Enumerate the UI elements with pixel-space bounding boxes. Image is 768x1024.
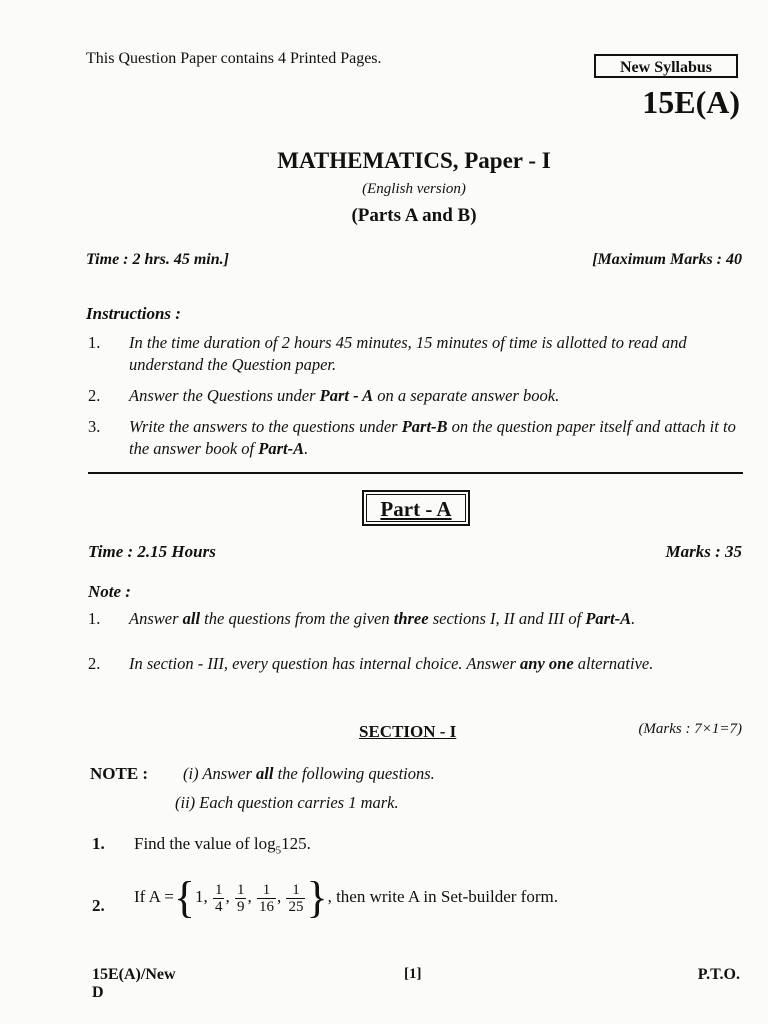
question-text	[134, 834, 311, 856]
part-a-marks: Marks : 35	[665, 542, 742, 561]
set-first: 1,	[194, 886, 208, 906]
question-1	[92, 834, 732, 858]
open-brace: {	[173, 873, 195, 922]
denominator: 16	[258, 898, 274, 915]
instruction-bold: Part-A	[258, 439, 305, 458]
instruction-text: In the time duration of 2 hours 45 minutes, 15 minutes of time is allotted to read and understand the Question paper.	[129, 333, 687, 374]
footer-page-number: [1]	[404, 966, 422, 982]
footer-code	[92, 966, 176, 1002]
fraction	[235, 882, 247, 915]
numerator: 1	[214, 881, 223, 898]
note-bold: all	[182, 609, 201, 628]
paper-code: 15E(A)	[642, 84, 740, 120]
section-note-part: the following questions.	[273, 764, 435, 783]
note-text-part: sections I, II and III of	[428, 609, 586, 628]
note-heading: Note :	[88, 582, 131, 601]
note-text	[129, 608, 745, 630]
footer-series: D	[92, 984, 104, 1001]
instruction-text-part: .	[304, 439, 309, 458]
denominator: 25	[288, 898, 304, 915]
section-note-label: NOTE :	[90, 764, 149, 783]
instruction-number: 3.	[88, 417, 101, 436]
note-item	[88, 653, 748, 699]
fraction	[257, 882, 276, 915]
question-number: 1.	[92, 834, 105, 853]
part-a-label-box	[362, 490, 470, 526]
section-marks: (Marks : 7×1=7)	[638, 721, 742, 737]
paper-version: (English version)	[362, 181, 466, 197]
part-a-label: Part - A	[366, 494, 466, 522]
note-text-part: Answer	[129, 609, 183, 628]
instruction-item	[88, 332, 748, 378]
paper-title: MATHEMATICS, Paper - I	[277, 148, 551, 173]
footer-paper-code: 15E(A)/New	[92, 966, 176, 983]
fraction	[213, 882, 225, 915]
denominator: 4	[214, 898, 223, 915]
note-bold: Part-A	[585, 609, 632, 628]
section-note-i	[183, 764, 435, 784]
set-prefix: If A =	[134, 886, 174, 906]
note-text-part: .	[631, 609, 636, 628]
numerator: 1	[257, 882, 276, 899]
note-text-part: In section - III, every question has internal choice. Answer	[129, 654, 521, 673]
paper-parts: (Parts A and B)	[351, 205, 477, 226]
divider	[88, 472, 743, 474]
note-bold: any one	[520, 654, 574, 673]
numerator: 1	[286, 882, 305, 899]
instruction-item	[88, 385, 748, 409]
note-number: 2.	[88, 654, 101, 673]
note-text	[129, 653, 745, 675]
instruction-number: 2.	[88, 386, 101, 405]
close-brace: }	[306, 873, 328, 922]
instruction-text	[129, 416, 745, 460]
numerator: 1	[236, 881, 245, 898]
note-number: 1.	[88, 609, 101, 628]
instruction-bold: Part - A	[319, 386, 374, 405]
question-number: 2.	[92, 896, 105, 915]
log-base: 5	[275, 844, 282, 857]
part-a-time: Time : 2.15 Hours	[88, 542, 216, 561]
syllabus-badge: New Syllabus	[594, 54, 738, 78]
instruction-text-part: on the question paper itself and attach it to the answer book of	[129, 417, 736, 458]
pages-note: This Question Paper contains 4 Printed Pages.	[86, 50, 382, 67]
fraction	[286, 882, 305, 915]
instruction-item	[88, 416, 748, 462]
instruction-bold: Part-B	[401, 417, 448, 436]
question-text-part: 125.	[281, 834, 311, 853]
note-item	[88, 608, 748, 654]
instruction-number: 1.	[88, 333, 101, 352]
instruction-text-part: Answer the Questions under	[129, 386, 320, 405]
question-2-text: If A ={1, $\frac{1}{4}$ , $\frac{1}{9}$ , $\frac{1}{16}$ , $\frac{1}{25}$ }, then write A in Set-builder form.	[134, 873, 558, 922]
instruction-text	[129, 385, 745, 407]
note-text-part: alternative.	[573, 654, 654, 673]
set-suffix: , then write A in Set-builder form.	[327, 886, 558, 906]
note-bold: three	[393, 609, 429, 628]
section-note-bold: all	[256, 764, 274, 783]
note-text-part: the questions from the given	[200, 609, 394, 628]
instructions-heading: Instructions :	[86, 304, 181, 323]
instruction-text-part: Write the answers to the questions under	[129, 417, 402, 436]
section-note-part: (i) Answer	[183, 764, 257, 783]
section-note-ii: (ii) Each question carries 1 mark.	[175, 793, 399, 812]
question-text-part: Find the value of log	[134, 834, 276, 853]
section-title: SECTION - I	[359, 722, 457, 741]
time-limit: Time : 2 hrs. 45 min.]	[86, 251, 229, 268]
footer-pto: P.T.O.	[697, 966, 740, 983]
question-2-number	[92, 896, 132, 920]
denominator: 9	[236, 898, 245, 915]
max-marks: [Maximum Marks : 40	[592, 251, 742, 268]
instruction-text-part: on a separate answer book.	[373, 386, 560, 405]
